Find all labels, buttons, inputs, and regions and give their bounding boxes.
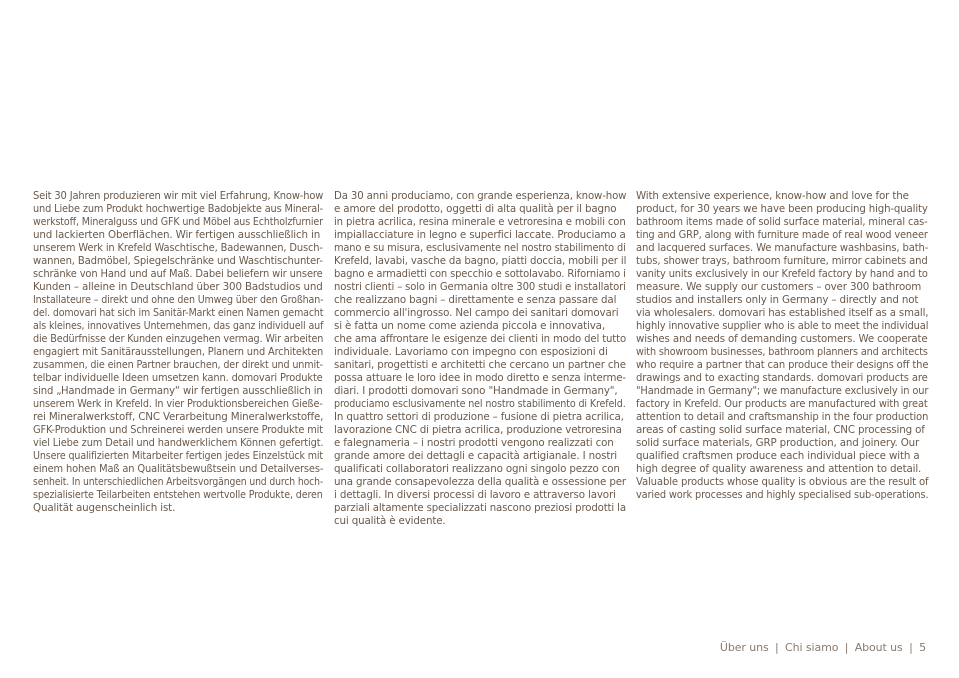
text-line: Krefeld, lavabi, vasche da bagno, piatti doccia, mobili per il xyxy=(334,255,627,267)
text-line: studios and installers only in Germany – directly and not xyxy=(636,294,919,306)
text-line: ting and GRP, along with furniture made of real wood veneer xyxy=(636,229,928,241)
text-line: individuale. Lavoriamo con impegno con esposizioni di xyxy=(334,346,608,358)
text-line: produciamo esclusivamente nel nostro stabilimento di Krefeld. xyxy=(334,398,626,410)
text-line: with showroom businesses, bathroom planners and architects xyxy=(636,346,928,358)
text-line: tubs, shower trays, bathroom furniture, mirror cabinets and xyxy=(636,255,928,267)
text-line: vanity units exclusively in our Krefeld factory by hand and to xyxy=(636,268,928,280)
text-line: factory in Krefeld. Our products are manufactured with great xyxy=(636,398,928,410)
footer-separator: | xyxy=(775,641,779,654)
text-line: Da 30 anni produciamo, con grande esperienza, know-how xyxy=(334,190,627,202)
text-line: varied work processes and highly specialised sub-operations. xyxy=(636,489,929,501)
text-line: bathroom items made of solid surface material, mineral cas- xyxy=(636,216,928,228)
text-line: impiallacciature in legno e superfici laccate. Produciamo a xyxy=(334,229,626,241)
text-line: mano e su misura, esclusivamente nel nostro stabilimento di xyxy=(334,242,626,254)
text-line: che ama affrontare le esigenze dei clienti in modo del tutto xyxy=(334,333,626,345)
text-line: werkstoff, Mineralguss und GFK und Möbel aus Echtholzfurnier xyxy=(33,216,323,228)
text-line: With extensive experience, know-how and love for the xyxy=(636,190,909,202)
text-line: Valuable products whose quality is obvious are the result of xyxy=(636,476,929,488)
text-line: sind „Handmade in Germany“ wir fertigen ausschließlich in xyxy=(33,385,323,397)
text-line: wishes and needs of demanding customers. We cooperate xyxy=(636,333,928,345)
text-line: possa attuare le loro idee in modo diretto e senza interme- xyxy=(334,372,626,384)
text-line: viel Liebe zum Detail und handwerklichem Können gefertigt. xyxy=(33,437,324,449)
text-line: product, for 30 years we have been producing high-quality xyxy=(636,203,928,215)
text-line: via wholesalers. domovari has established itself as a small, xyxy=(636,307,929,319)
text-line: e amore del prodotto, oggetti di alta qualità per il bagno xyxy=(334,203,617,215)
text-line: schränke von Hand und auf Maß. Dabei beliefern wir unsere xyxy=(33,268,323,280)
text-line: Kunden – alleine in Deutschland über 300 Badstudios und xyxy=(33,281,323,293)
text-line: wannen, Badmöbel, Spiegelschränke und Waschtischunter- xyxy=(33,255,323,267)
text-line: attention to detail and craftsmanship in the four production xyxy=(636,411,929,423)
text-line: senheit. In unterschiedlichen Arbeitsvorgängen und durch hoch- xyxy=(33,476,324,488)
text-line: grande amore dei dettagli e capacità artigianale. I nostri xyxy=(334,450,618,462)
text-line: als kleines, innovatives Unternehmen, das ganz individuell auf xyxy=(33,320,324,332)
text-line: si è fatta un nome come azienda piccola e innovativa, xyxy=(334,320,605,332)
text-line: in pietra acrilica, resina minerale e vetroresina e mobili con xyxy=(334,216,626,228)
text-line: einem hohen Maß an Qualitätsbewußtsein und Detailverses- xyxy=(33,463,324,475)
text-line: una grande consapevolezza della qualità e ossessione per xyxy=(334,476,626,488)
text-line: high degree of quality awareness and attention to detail. xyxy=(636,463,922,475)
text-line: rei Mineralwerkstoff, CNC Verarbeitung Mineralwerkstoffe, xyxy=(33,411,324,423)
text-line: unserem Werk in Krefeld Waschtische, Badewannen, Dusch- xyxy=(33,242,323,254)
italian-text-column xyxy=(334,190,626,528)
text-line: highly innovative supplier who is able to meet the individual xyxy=(636,320,929,332)
text-line: who require a partner that can produce their designs off the xyxy=(636,359,929,371)
text-line: qualified craftsmen produce each individual piece with a xyxy=(636,450,920,462)
text-line: und lackierten Oberflächen. Wir fertigen ausschließlich in xyxy=(33,229,321,241)
text-line: areas of casting solid surface material, CNC processing of xyxy=(636,424,925,436)
text-line: e falegnameria – i nostri prodotti vengono realizzati con xyxy=(334,437,614,449)
text-line: GFK-Produktion und Schreinerei werden unsere Produkte mit xyxy=(33,424,324,436)
text-line: solid surface materials, GRP production, and joinery. Our xyxy=(636,437,920,449)
text-line: measure. We supply our customers – over 300 bathroom xyxy=(636,281,922,293)
page-footer xyxy=(720,641,926,655)
german-text-column xyxy=(33,190,323,515)
text-line: die Bedürfnisse der Kunden einzugehen vermag. Wir arbeiten xyxy=(33,333,324,345)
text-line: und Liebe zum Produkt hochwertige Badobjekte aus Mineral- xyxy=(33,203,324,215)
footer-section-it: Chi siamo xyxy=(785,641,839,654)
text-line: del. domovari hat sich im Sanitär-Markt einen Namen gemacht xyxy=(33,307,324,319)
footer-separator: | xyxy=(909,641,913,654)
text-line: telbar individuelle Ideen umsetzen kann. domovari Produkte xyxy=(33,372,323,384)
text-line: engagiert mit Sanitärausstellungen, Planern und Architekten xyxy=(33,346,324,358)
text-line: bagno e armadietti con specchio e sottolavabo. Riforniamo i xyxy=(334,268,626,280)
text-line: zusammen, die einen Partner brauchen, der direkt und unmit- xyxy=(33,359,323,371)
text-line: lavorazione CNC di pietra acrilica, produzione vetroresina xyxy=(334,424,622,436)
text-line: Unsere qualifizierten Mitarbeiter fertigen jedes Einzelstück mit xyxy=(33,450,324,462)
text-line: qualificati collaboratori realizzano ogni singolo pezzo con xyxy=(334,463,620,475)
text-line: sanitari, progettisti e architetti che cercano un partner che xyxy=(334,359,626,371)
text-line: and lacquered surfaces. We manufacture washbasins, bath- xyxy=(636,242,929,254)
footer-separator: | xyxy=(844,641,849,654)
text-line: commercio all'ingrosso. Nel campo dei sanitari domovari xyxy=(334,307,619,319)
text-line: nostri clienti – solo in Germania oltre 300 studi e installatori xyxy=(334,281,626,293)
text-line: drawings and to exacting standards. domovari products are xyxy=(636,372,928,384)
page-number: 5 xyxy=(919,641,926,654)
footer-section-en: About us xyxy=(854,641,903,654)
text-line: spezialisierte Teilarbeiten entstehen wertvolle Produkte, deren xyxy=(33,489,323,501)
text-line: cui qualità è evidente. xyxy=(334,515,446,527)
text-line: che realizzano bagni – direttamente e senza passare dal xyxy=(334,294,617,306)
text-line: In quattro settori di produzione – fusione di pietra acrilica, xyxy=(334,411,624,423)
english-text-column xyxy=(636,190,928,502)
text-line: i dettagli. In diversi processi di lavoro e attraverso lavori xyxy=(334,489,616,501)
text-line: diari. I prodotti domovari sono "Handmade in Germany", xyxy=(334,385,618,397)
text-line: Installateure – direkt und ohne den Umweg über den Großhan- xyxy=(33,294,324,306)
text-line: Qualität augenscheinlich ist. xyxy=(33,502,176,514)
text-line: unserem Werk in Krefeld. In vier Produktionsbereichen Gieße- xyxy=(33,398,323,410)
text-line: parziali altamente specializzati nascono preziosi prodotti la xyxy=(334,502,626,514)
footer-section-de: Über uns xyxy=(719,641,769,654)
text-line: "Handmade in Germany"; we manufacture exclusively in our xyxy=(636,385,929,397)
text-line: Seit 30 Jahren produzieren wir mit viel Erfahrung, Know-how xyxy=(33,190,324,202)
